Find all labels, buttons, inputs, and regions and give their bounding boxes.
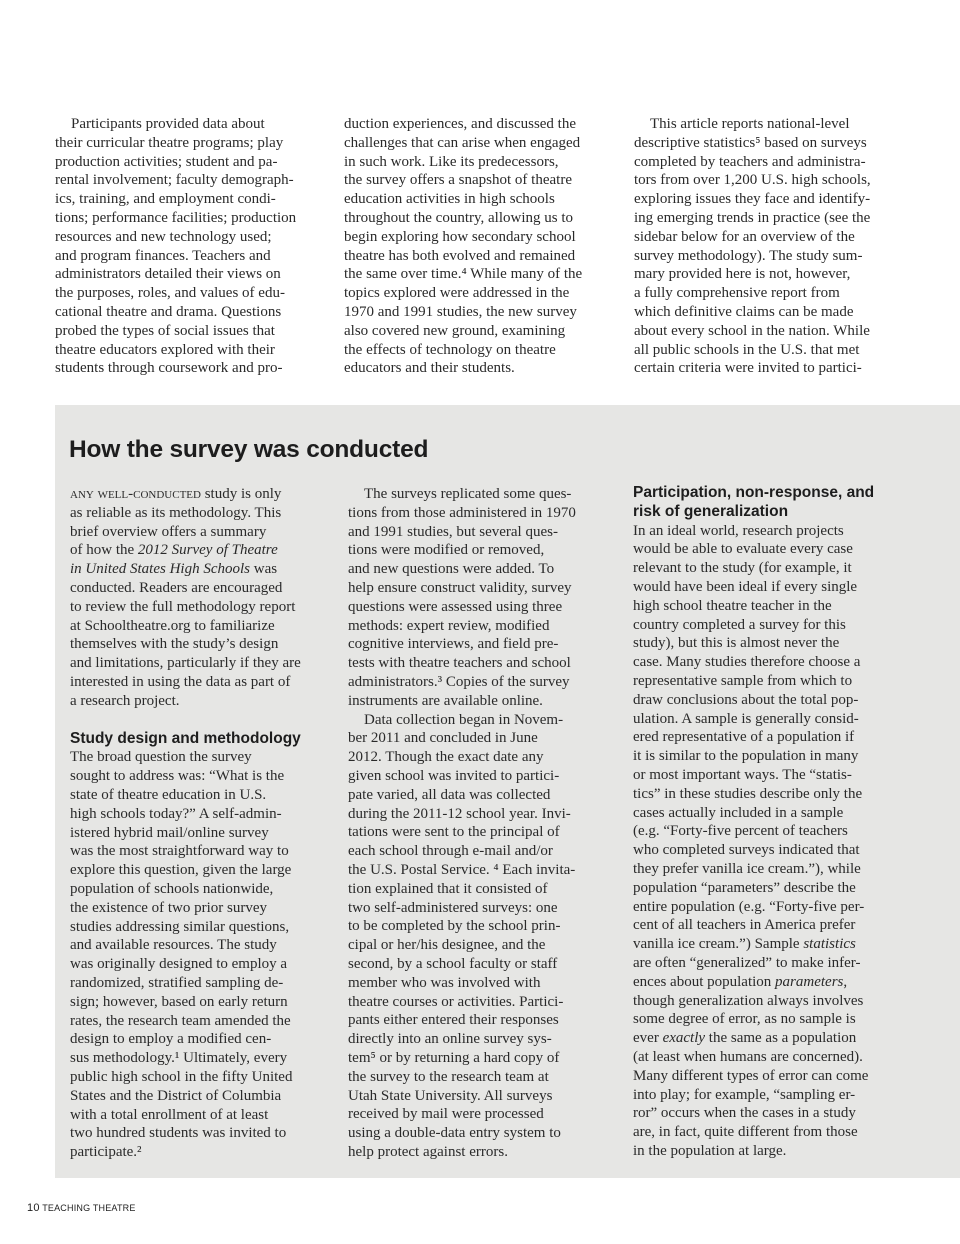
participation-text: the same as a population (at least when humans are concerned). Many different types of error can come into play; for example, “sampling er- ror” occurs when the cases in a study are, in fact, quite different from those in the population at large. [633,1030,869,1159]
article-column-2 [344,115,619,378]
article-paragraph: Participants provided data about their curricular theatre programs; play production activities; student and pa- rental involvement; faculty demograph- ics, training, and employment condi- tions; performance facilities; production resources and new technology used; and program finances. Teachers and administrators detailed their views on the purposes, roles, and values of edu- cational theatre and drama. Questions probed the types of social issues that theatre educators explored with their students through coursework and pro- [55,116,297,377]
article-paragraph: This article reports national-level descriptive statistics⁵ based on surveys completed by teachers and administra- tors from over 1,200 U.S. high schools, exploring issues they face and identify- ing emerging trends in practice (see the sidebar below for an overview of the survey methodology). The study sum- mary provided here is not, however, a fully comprehensive report from which definitive claims can be made about every school in the nation. While all public schools in the U.S. that met certain criteria were invited to partici- [634,116,871,377]
study-design-heading: Study design and methodology [70,729,301,747]
emphasis-statistics: statistics [803,936,856,953]
article-column-3 [634,115,919,378]
sidebar-column-3 [633,484,908,1161]
article-paragraph: duction experiences, and discussed the challenges that can arise when engaged in such work. Like its predecessors, the survey offers a snapshot of theatre education activities in high schools throughout the country, allowing us to begin exploring how secondary school theatre has both evolved and remained the same over time.⁴ While many of the topics explored were addressed in the 1970 and 1991 studies, the new survey also covered new ground, examining the effects of technology on theatre educators and their students. [344,116,583,377]
sidebar-intro [70,485,335,711]
data-collection-paragraph: Data collection began in Novem- ber 2011 and concluded in June 2012. Though the exact date any given school was invited to partici- pate varied, all data was collected during the 2011-12 school year. Invi- tations were sent to the principal of each school through e-mail and/or the U.S. Postal Service. ⁴ Each invita- tion explained that it consisted of two self-administered surveys: one to be completed by the school prin- cipal or her/his designee, and the second, by a school faculty or staff member who was involved with theatre courses or activities. Partici- pants either entered their responses directly into an online survey sys- tem⁵ or by returning a hard copy of the survey to the research team at Utah State University. All surveys received by mail were processed using a double-data entry system to help protect against errors. [348,711,576,1160]
participation-text: are often “generalized” to make infer- ences about population [633,954,861,990]
page-footer [27,1202,136,1214]
participation-text: In an ideal world, research projects would be able to evaluate every case relevant to the study (for example, it would have been ideal if every single high school theatre teacher in the country completed a survey for this study), but this is almost never the case. Many studies therefore choose a representative sample from which to draw conclusions about the total pop- ulation. A sample is generally consid- ered representative of a population if it is similar to the population in many or most important ways. The “statis- tics” in these studies describe only the cases actually included in a sample (e.g. “Forty-five percent of teachers who completed surveys indicated that they prefer vanilla ice cream.”), while population “parameters” describe the entire population (e.g. “Forty-five per- cent of all teachers in America prefer vanilla ice cream.”) Sample [633,522,865,953]
article-column-1 [55,115,330,378]
participation-text: , though generalization always involves some degree of error, as no sample is ever [633,973,864,1047]
survey-title: 2012 Survey of Theatre in United States High Schools [70,542,278,578]
sidebar-column-2 [348,485,613,1162]
sidebar-title: How the survey was conducted [69,436,429,463]
sidebar-column-1 [70,485,335,1162]
intro-text: study is only as reliable as its methodology. This brief overview offers a summary of how the [70,486,282,559]
publication-name: TEACHING THEATRE [42,1203,136,1213]
intro-lead-in: any well-conducted [70,486,201,502]
emphasis-parameters: parameters [775,973,844,990]
survey-paragraph: The surveys replicated some ques- tions from those administered in 1970 and 1991 studies, but several ques- tions were modified or removed, and new questions were added. To help ensure construct validity, survey questions were assessed using three methods: expert review, modified cognitive interviews, and field pre- tests with theatre teachers and school administrators.³ Copies of the survey instruments are available online. [348,486,576,709]
participation-body [633,522,908,1161]
intro-text: was conducted. Readers are encouraged to review the full methodology report at Schooltheatre.org to familiarize themselves with the study’s design and limitations, particularly if they are interested in using the data as part of a research project. [70,561,301,709]
emphasis-exactly: exactly [662,1030,706,1047]
participation-heading: Participation, non-response, and risk of generalization [633,484,875,520]
study-design-body: The broad question the survey sought to address was: “What is the state of theatre education in U.S. high schools today?” A self-admin- istered hybrid mail/online survey was the most straightforward way to explore this question, given the large population of schools nationwide, the existence of two prior survey studies addressing similar questions, and available resources. The study was originally designed to employ a randomized, stratified sampling de- sign; however, based on early return rates, the research team amended the design to employ a modified cen- sus methodology.¹ Ultimately, every public high school in the fifty United States and the District of Columbia with a total enrollment of at least two hundred students was invited to participate.² [70,749,293,1161]
page-number: 10 [27,1202,40,1214]
